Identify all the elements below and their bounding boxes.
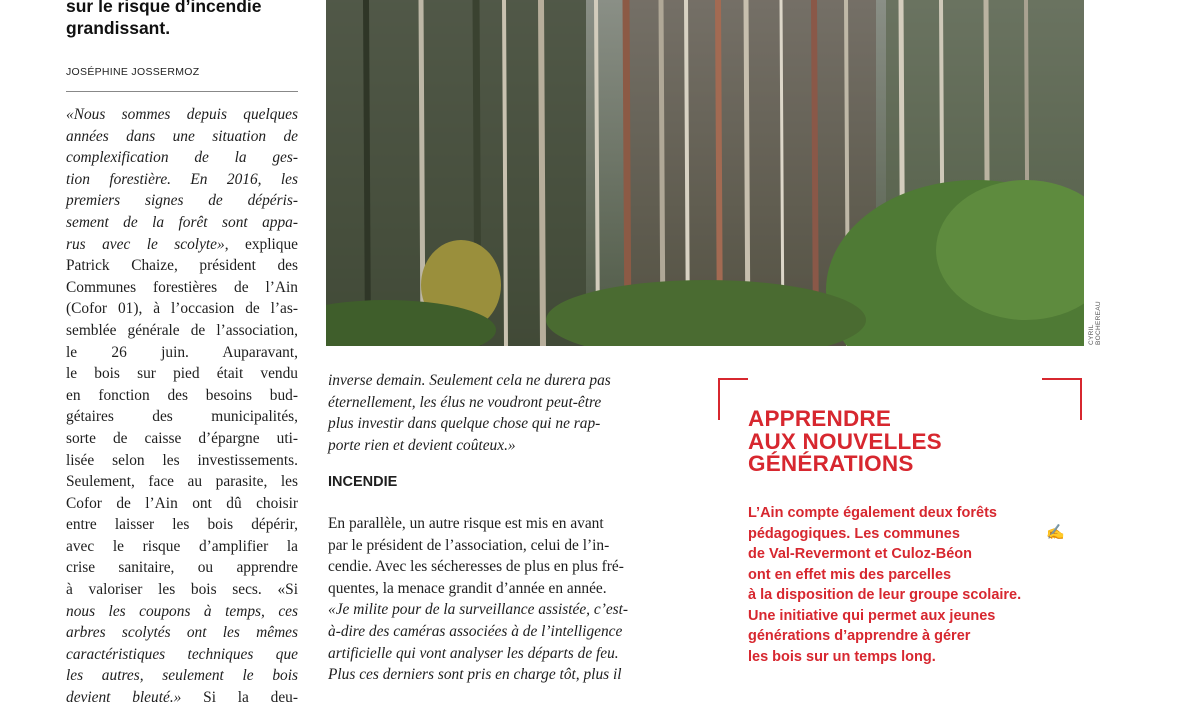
text-run: rus avec le scolyte» [66,235,225,253]
box-body-line: ont en effet mis des parcelles [748,566,952,583]
text-line [66,687,298,709]
box-body-line: L’Ain compte également deux forêts [748,505,997,521]
box-body-line: de Val-Revermont et Culoz-Béon [748,546,972,562]
box-body-line: Une initiative qui permet aux jeunes [748,607,996,624]
article-column-right-top [328,370,692,456]
text-line [66,234,298,256]
text-line: «Je milite pour de la surveillance assistée, c’est- [328,601,629,619]
text-run: Si la deu- [181,689,298,707]
text-line: le bois sur pied était vendu [66,365,298,383]
text-line: avec le risque d’amplifier la [66,537,298,555]
box-body-line: générations d’apprendre à gérer [748,628,971,644]
text-run: devient bleuté.» [66,689,182,707]
tree-trunk [366,0,368,346]
section-subhead: INCENDIE [328,474,398,490]
box-corner-top-left [718,378,748,420]
article-column-left [66,104,298,709]
text-line: porte rien et devient coûteux.» [328,436,516,454]
text-line: crise sanitaire, ou apprendre [66,559,298,577]
text-line: entre laisser les bois dépérir, [66,516,298,534]
text-line: sorte de caisse d’épargne uti- [66,429,298,447]
tree-trunk [504,0,506,346]
text-line: gétaires des municipalités, [66,408,298,426]
text-run: , explique [224,235,298,253]
forest-photo [326,0,1084,346]
text-line: premiers signes de dépéris- [66,192,298,210]
scan-mark-icon: ✍ [1046,525,1065,541]
text-line: Communes forestières de l’Ain [66,278,298,296]
text-line: sement de la forêt sont appa- [66,213,298,231]
sidebar-box-title [748,408,1078,476]
box-body-line: les bois sur un temps long. [748,648,936,665]
text-line: éternellement, les élus ne voudront peut-être [328,393,602,411]
text-line: quentes, la menace grandit d’année en année. [328,579,607,597]
text-line: tion forestière. En 2016, les [66,170,298,188]
photo-credit: CYRIL BOCHEREAU [1088,301,1102,345]
text-line: artificielle qui vont analyser les départs de feu. [328,644,619,662]
text-line: par le président de l’association, celui de l’in- [328,536,610,554]
text-line: cendie. Avec les sécheresses de plus en plus fré- [328,558,624,576]
box-body-line: à la disposition de leur groupe scolaire. [748,587,1022,603]
text-line: les autres, seulement le bois [66,667,298,685]
lede-line: sur le risque d’incendie [66,0,262,16]
author-byline: JOSÉPHINE JOSSERMOZ [66,66,200,78]
text-line: «Nous sommes depuis quelques [66,106,298,123]
text-line: nous les coupons à temps, ces [66,602,298,620]
text-line: le 26 juin. Auparavant, [66,343,298,361]
text-line: semblée générale de l’association, [66,321,298,339]
byline-divider [66,91,298,92]
text-line: inverse demain. Seulement cela ne durera pas [328,372,611,389]
text-line: Cofor de l’Ain ont dû choisir [66,494,298,512]
text-line: Seulement, face au parasite, les [66,473,298,491]
text-line: en fonction des besoins bud- [66,386,298,404]
text-line: Patrick Chaize, président des [66,257,298,275]
text-line: années dans une situation de [66,127,298,145]
box-title-line: GÉNÉRATIONS [748,451,914,476]
text-line: (Cofor 01), à l’occasion de l’as- [66,300,298,318]
text-line: à valoriser les bois secs. «Si [66,581,298,599]
text-line: à-dire des caméras associées à de l’intelligence [328,622,623,640]
tree-trunk [541,0,543,346]
box-title-line: AUX NOUVELLES [748,428,942,454]
box-title-line: APPRENDRE [748,406,892,431]
text-line: plus investir dans quelque chose qui ne rap- [328,415,601,433]
lede-line: grandissant. [66,18,171,38]
forest-illustration [326,0,1084,346]
text-line: lisée selon les investissements. [66,451,298,469]
text-line: arbres scolytés ont les mêmes [66,624,298,642]
text-line: caractéristiques techniques que [66,645,298,663]
sidebar-box-body [748,503,1068,667]
text-line: En parallèle, un autre risque est mis en avant [328,515,604,532]
box-body-line: pédagogiques. Les communes [748,525,960,542]
article-lede [66,0,326,39]
text-line: Plus ces derniers sont pris en charge tôt, plus il [328,666,622,684]
text-line: complexification de la ges- [66,149,298,167]
article-column-right-bottom [328,513,692,686]
